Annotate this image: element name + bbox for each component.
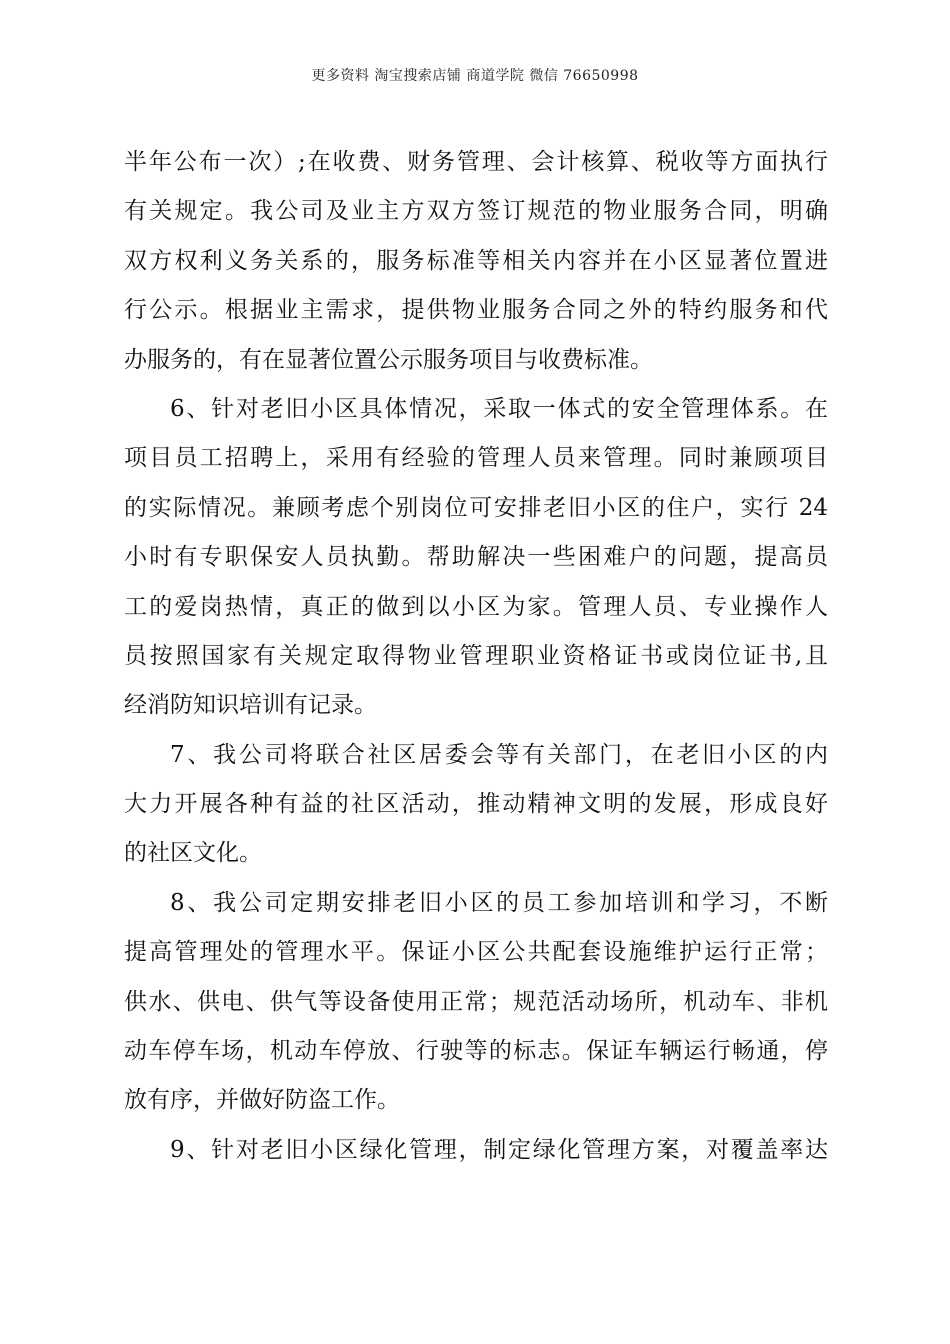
- text-line: 经消防知识培训有记录。: [124, 692, 377, 719]
- text-line: 办服务的，有在显著位置公示服务项目与收费标准。: [124, 346, 653, 373]
- text-line: 双方权利义务关系的，服务标准等相关内容并在小区显著位置进: [124, 247, 828, 274]
- text-line: 供水、供电、供气等设备使用正常；规范活动场所，机动车、非机: [124, 988, 828, 1015]
- text-line: 7、我公司将联合社区居委会等有关部门，在老旧小区的内: [170, 741, 828, 768]
- text-line: 8、我公司定期安排老旧小区的员工参加培训和学习，不断: [170, 889, 828, 916]
- text-line: 半年公布一次）;在收费、财务管理、会计核算、税收等方面执行: [124, 149, 828, 175]
- text-line: 小时有专职保安人员执勤。帮助解决一些困难户的问题，提高员: [124, 544, 828, 571]
- text-line: 项目员工招聘上，采用有经验的管理人员来管理。同时兼顾项目: [124, 445, 828, 472]
- text-line: 有关规定。我公司及业主方双方签订规范的物业服务合同，明确: [124, 198, 828, 225]
- text-line: 员按照国家有关规定取得物业管理职业资格证书或岗位证书,且: [124, 642, 828, 669]
- text-line: 6、针对老旧小区具体情况，采取一体式的安全管理体系。在: [170, 395, 828, 422]
- text-line: 行公示。根据业主需求，提供物业服务合同之外的特约服务和代: [124, 297, 828, 324]
- text-line: 动车停车场，机动车停放、行驶等的标志。保证车辆运行畅通，停: [124, 1038, 828, 1065]
- text-line: 放有序，并做好防盗工作。: [124, 1087, 400, 1114]
- text-line: 的实际情况。兼顾考虑个别岗位可安排老旧小区的住户，实行 24: [124, 494, 828, 521]
- page-header: 更多资料 淘宝搜索店铺 商道学院 微信 76650998: [311, 68, 639, 84]
- text-line: 9、针对老旧小区绿化管理，制定绿化管理方案，对覆盖率达: [170, 1136, 828, 1163]
- text-line: 提高管理处的管理水平。保证小区公共配套设施维护运行正常；: [124, 939, 828, 966]
- document-body: [124, 138, 828, 1175]
- text-line: 的社区文化。: [124, 840, 262, 867]
- text-line: 大力开展各种有益的社区活动，推动精神文明的发展，形成良好: [124, 791, 828, 818]
- text-line: 工的爱岗热情，真正的做到以小区为家。管理人员、专业操作人: [124, 593, 828, 620]
